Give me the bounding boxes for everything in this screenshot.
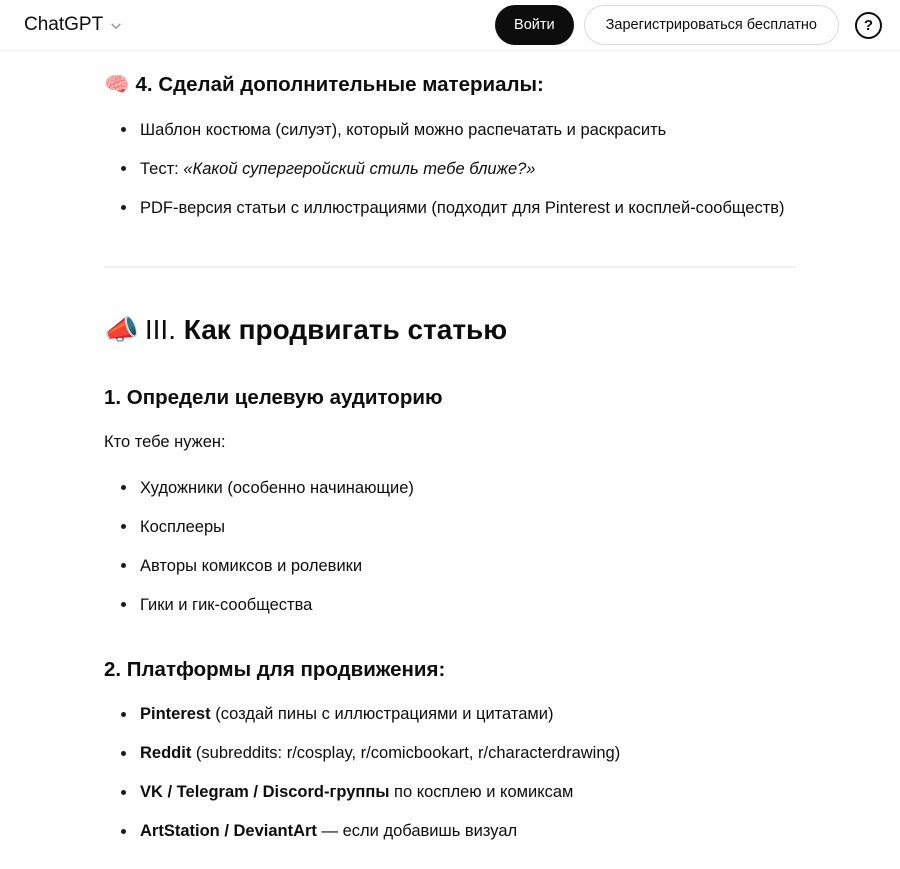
platform-name: ArtStation / DeviantArt xyxy=(140,822,317,841)
platform-name: Pinterest xyxy=(140,705,211,724)
list-item-text: PDF-версия статьи с иллюстрациями (подходит для Pinterest и косплей-сообществ) xyxy=(140,198,785,217)
extra-materials-list xyxy=(104,115,796,223)
list-item-text: Художники (особенно начинающие) xyxy=(140,478,414,497)
list-item-text: Авторы комиксов и ролевики xyxy=(140,556,363,575)
promotion-heading-text: Как продвигать статью xyxy=(183,313,508,345)
login-button[interactable]: Войти xyxy=(495,5,574,45)
platform-note: по косплею и комиксам xyxy=(389,783,574,802)
list-item xyxy=(140,115,796,145)
list-item-text: Гики и гик-сообщества xyxy=(140,595,313,614)
list-item xyxy=(140,193,796,223)
promotion-heading-numeral: III. xyxy=(144,313,176,345)
list-item xyxy=(140,738,796,768)
promotion-heading xyxy=(104,312,796,348)
list-item xyxy=(140,473,796,503)
platform-note: — если добавишь визуал xyxy=(316,822,518,841)
platforms-list xyxy=(104,699,796,846)
question-mark-icon: ? xyxy=(863,16,874,34)
extra-materials-heading-text: 4. Сделай дополнительные материалы: xyxy=(135,73,544,96)
audience-heading: 1. Определи целевую аудиторию xyxy=(104,386,443,410)
list-item-text: Шаблон костюма (силуэт), который можно распечатать и раскрасить xyxy=(140,120,667,139)
list-item xyxy=(140,512,796,542)
list-item xyxy=(140,699,796,729)
signup-button[interactable]: Зарегистрироваться бесплатно xyxy=(584,5,839,45)
section-divider xyxy=(104,266,796,268)
chevron-down-icon xyxy=(109,19,123,33)
audience-intro: Кто тебе нужен: xyxy=(104,432,226,451)
list-item-text: Косплееры xyxy=(140,517,225,536)
megaphone-emoji-icon: 📣 xyxy=(104,313,139,345)
audience-list xyxy=(104,473,796,620)
list-item xyxy=(140,154,796,184)
top-bar xyxy=(0,0,900,51)
list-item xyxy=(140,590,796,620)
list-item xyxy=(140,816,796,846)
help-button[interactable] xyxy=(855,12,882,39)
section-promotion xyxy=(104,312,796,847)
extra-materials-heading xyxy=(104,72,796,99)
header-actions xyxy=(495,5,882,45)
section-extra-materials xyxy=(104,72,796,223)
platform-name: Reddit xyxy=(140,744,192,763)
list-item xyxy=(140,777,796,807)
brand-label: ChatGPT xyxy=(24,14,104,35)
brand-menu[interactable] xyxy=(24,14,123,36)
platforms-heading: 2. Платформы для продвижения: xyxy=(104,657,446,681)
assistant-message xyxy=(104,51,796,846)
brain-emoji-icon: 🧠 xyxy=(104,73,130,96)
platform-note: (subreddits: r/cosplay, r/comicbookart, r/characterdrawing) xyxy=(191,744,621,763)
list-item-italic-text: «Какой супергеройский стиль тебе ближе?» xyxy=(183,159,536,178)
list-item-text: Тест: xyxy=(140,159,184,178)
list-item xyxy=(140,551,796,581)
platform-name: VK / Telegram / Discord-группы xyxy=(140,783,390,802)
platform-note: (создай пины с иллюстрациями и цитатами) xyxy=(210,705,554,724)
